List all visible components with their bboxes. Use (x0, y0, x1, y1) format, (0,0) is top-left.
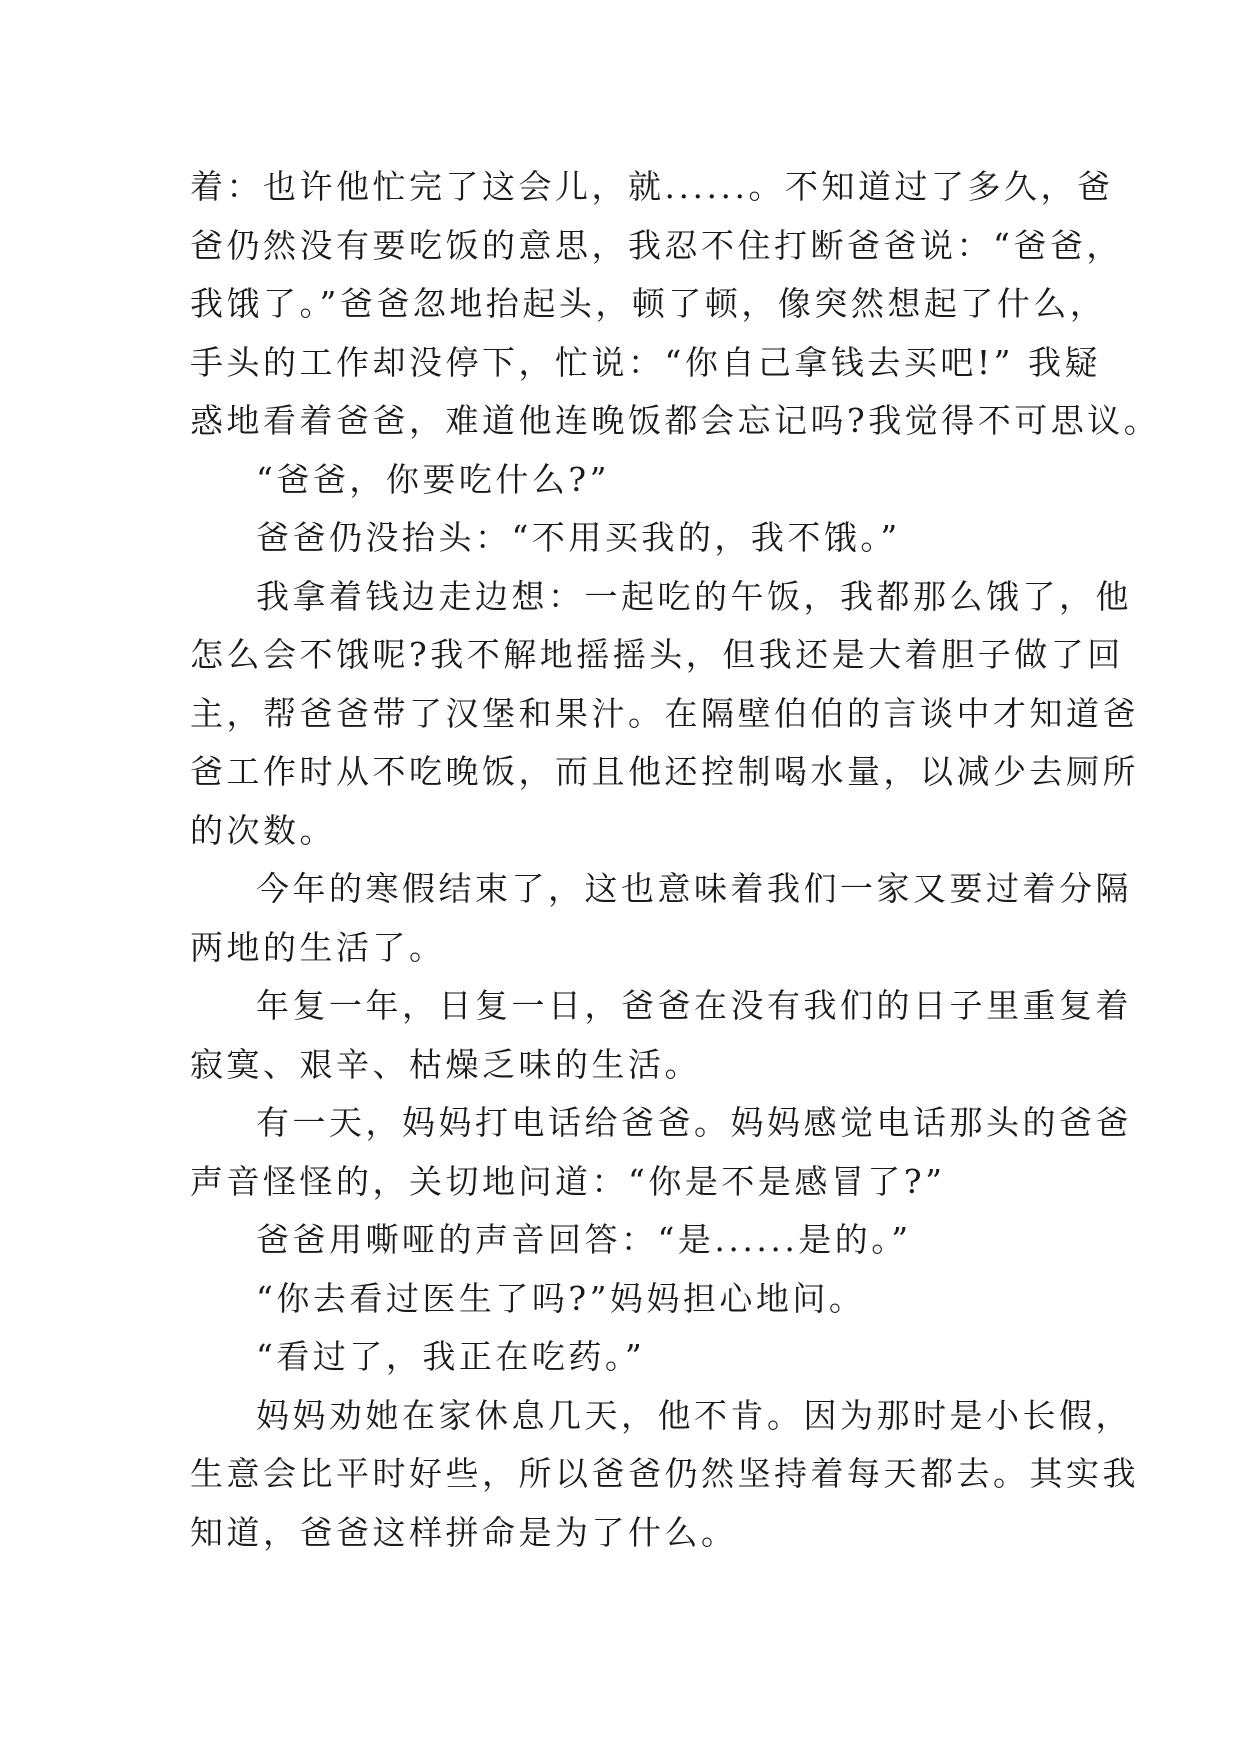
text-line: 寂寞、艰辛、枯燥乏味的生活。 (190, 1044, 701, 1084)
text-line: 爸工作时从不吃晚饭，而且他还控制喝水量，以减少去厕所 (190, 752, 1139, 791)
text-line: 怎么会不饿呢?我不解地摇摇头，但我还是大着胆子做了回 (190, 635, 1124, 674)
paragraph-first-line: 有一天，妈妈打电话给爸爸。妈妈感觉电话那头的爸爸 (256, 1103, 1132, 1142)
text-line: 生意会比平时好些，所以爸爸仍然坚持着每天都去。其实我 (190, 1454, 1139, 1493)
text-line: 着：也许他忙完了这会儿，就......。不知道过了多久，爸 (190, 167, 1114, 206)
paragraph-first-line: 今年的寒假结束了，这也意味着我们一家又要过着分隔 (256, 869, 1132, 908)
document-body (190, 158, 1161, 1562)
paragraph-first-line: 妈妈劝她在家休息几天，他不肯。因为那时是小长假， (256, 1395, 1132, 1435)
text-line: 手头的工作却没停下，忙说：“你自己拿钱去买吧!” 我疑 (190, 342, 1101, 382)
paragraph-first-line: “爸爸，你要吃什么?” (256, 459, 610, 499)
text-line: 爸仍然没有要吃饭的意思，我忍不住打断爸爸说：“爸爸， (190, 225, 1123, 265)
text-line: 我饿了。”爸爸忽地抬起头，顿了顿，像突然想起了什么， (190, 284, 1107, 323)
text-line: 知道，爸爸这样拼命是为了什么。 (190, 1512, 738, 1552)
paragraph-first-line: 年复一年，日复一日，爸爸在没有我们的日子里重复着 (256, 986, 1132, 1025)
paragraph-first-line: 爸爸用嘶哑的声音回答：“是......是的。” (256, 1220, 912, 1259)
paragraph-first-line: 我拿着钱边走边想：一起吃的午饭，我都那么饿了，他 (256, 576, 1132, 616)
paragraph-first-line: 爸爸仍没抬头：“不用买我的，我不饿。” (256, 518, 901, 557)
paragraph-first-line: “看过了，我正在吃药。” (256, 1337, 646, 1376)
text-line: 声音怪怪的，关切地问道：“你是不是感冒了?” (190, 1161, 946, 1201)
paragraph-first-line: “你去看过医生了吗?”妈妈担心地问。 (256, 1278, 866, 1318)
text-line: 两地的生活了。 (190, 927, 446, 967)
text-line: 主，帮爸爸带了汉堡和果汁。在隔壁伯伯的言谈中才知道爸 (190, 693, 1139, 733)
text-line: 的次数。 (190, 810, 336, 850)
text-line: 惑地看着爸爸，难道他连晚饭都会忘记吗?我觉得不可思议。 (190, 401, 1161, 440)
